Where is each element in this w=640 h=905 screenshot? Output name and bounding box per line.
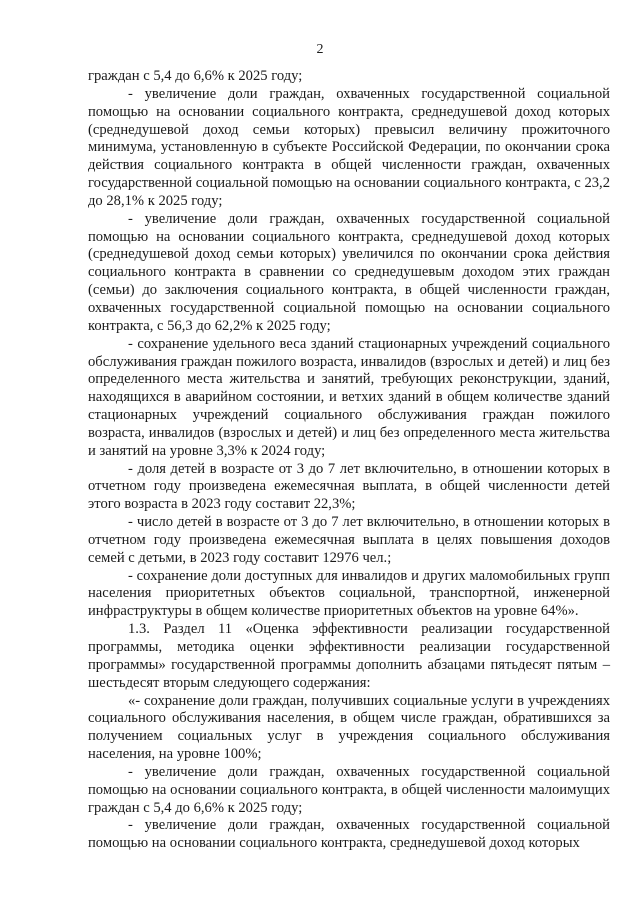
paragraph: - доля детей в возрасте от 3 до 7 лет включительно, в отношении которых в отчетном году произведена ежемесячная выплата, в общей численности детей этого возраста в 2023 году составит 22,3%; <box>88 460 610 513</box>
document-body <box>88 68 610 853</box>
paragraph: - сохранение доли доступных для инвалидов и других маломобильных групп населения приоритетных объектов социальной, транспортной, инженерной инфраструктуры в общем количестве приоритетных объектов на уровне 64%». <box>88 567 610 620</box>
paragraph: - увеличение доли граждан, охваченных государственной социальной помощью на основании социального контракта, среднедушевой доход которых (среднедушевой доход семьи которых) увеличился по окончании срока действия социального контракта в сравнении со среднедушевым доходом этих граждан (семьи) до заключения социального контракта, в общей численности граждан, охваченных государственной социальной помощью на основании социального контракта, с 56,3 до 62,2% к 2025 году; <box>88 210 610 334</box>
paragraph: - увеличение доли граждан, охваченных государственной социальной помощью на основании социального контракта, среднедушевой доход которых <box>88 817 610 852</box>
paragraph: - увеличение доли граждан, охваченных государственной социальной помощью на основании социального контракта, в общей численности малоимущих граждан с 5,4 до 6,6% к 2025 году; <box>88 763 610 816</box>
page-number: 2 <box>316 42 324 57</box>
paragraph: - сохранение удельного веса зданий стационарных учреждений социального обслуживания граждан пожилого возраста, инвалидов (взрослых и детей) и лиц без определенного места жительства и занятий, требующих реконструкции, зданий, находящихся в аварийном состоянии, и ветхих зданий в общем количестве зданий стационарных учреждений социального обслуживания граждан пожилого возраста, инвалидов (взрослых и детей) и лиц без определенного места жительства и занятий на уровне 3,3% к 2024 году; <box>88 335 610 459</box>
paragraph: 1.3. Раздел 11 «Оценка эффективности реализации государственной программы, методика оценки эффективности реализации государственной программы» государственной программы дополнить абзацами пятьдесят пятым – шестьдесят вторым следующего содержания: <box>88 621 610 691</box>
paragraph: - увеличение доли граждан, охваченных государственной социальной помощью на основании социального контракта, среднедушевой доход которых (среднедушевой доход семьи которых) превысил величину прожиточного минимума, установленную в субъекте Российской Федерации, по окончании срока действия социального контракта в общей численности граждан, охваченных государственной социальной помощью на основании социального контракта, с 23,2 до 28,1% к 2025 году; <box>88 85 610 209</box>
paragraph: граждан с 5,4 до 6,6% к 2025 году; <box>88 68 303 84</box>
paragraph: - число детей в возрасте от 3 до 7 лет включительно, в отношении которых в отчетном году произведена ежемесячная выплата в целях повышения доходов семей с детьми, в 2023 году составит 12976 чел.; <box>88 514 610 566</box>
paragraph: «- сохранение доли граждан, получивших социальные услуги в учреждениях социального обслуживания населения, в общем числе граждан, обратившихся за получением социальных услуг в учреждения социального обслуживания населения, на уровне 100%; <box>88 692 610 763</box>
